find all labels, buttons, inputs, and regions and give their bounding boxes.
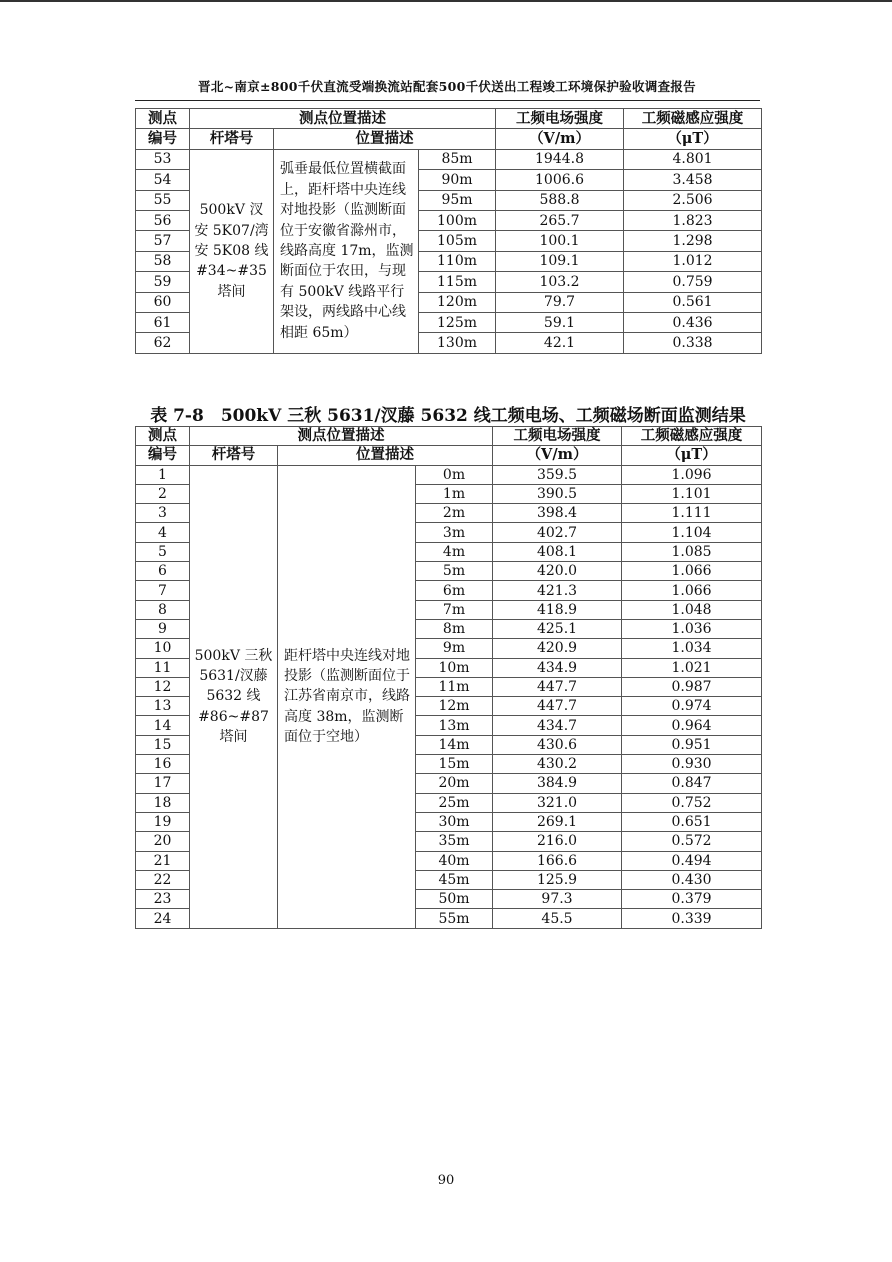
point-no-cell: 8 <box>136 600 190 619</box>
efield-value-cell: 321.0 <box>493 793 622 812</box>
page-number: 90 <box>437 1173 455 1188</box>
header-position: 位置描述 <box>274 129 496 149</box>
distance-cell: 4m <box>416 542 493 561</box>
point-no-cell: 21 <box>136 851 190 870</box>
distance-cell: 14m <box>416 735 493 754</box>
header-location-group: 测点位置描述 <box>190 109 496 129</box>
efield-value-cell: 588.8 <box>496 190 624 210</box>
mfield-value-cell: 0.339 <box>622 909 762 928</box>
running-header: 晋北~南京±800千伏直流受端换流站配套500千伏送出工程竣工环境保护验收调查报告 <box>198 79 696 94</box>
point-no-cell: 7 <box>136 581 190 600</box>
mfield-value-cell: 0.987 <box>622 677 762 696</box>
distance-cell: 15m <box>416 755 493 774</box>
distance-cell: 45m <box>416 870 493 889</box>
header-mfield: 工频磁感应强度 <box>622 427 762 446</box>
point-no-cell: 57 <box>136 231 190 251</box>
efield-value-cell: 1944.8 <box>496 149 624 169</box>
point-no-cell: 3 <box>136 504 190 523</box>
point-no-cell: 20 <box>136 832 190 851</box>
mfield-value-cell: 0.752 <box>622 793 762 812</box>
mfield-value-cell: 1.085 <box>622 542 762 561</box>
efield-value-cell: 447.7 <box>493 677 622 696</box>
efield-value-cell: 97.3 <box>493 890 622 909</box>
point-no-cell: 14 <box>136 716 190 735</box>
distance-cell: 11m <box>416 677 493 696</box>
point-no-cell: 24 <box>136 909 190 928</box>
point-no-cell: 13 <box>136 697 190 716</box>
header-pole: 杆塔号 <box>190 446 278 465</box>
point-no-cell: 1 <box>136 465 190 484</box>
point-no-cell: 18 <box>136 793 190 812</box>
efield-value-cell: 418.9 <box>493 600 622 619</box>
point-no-cell: 23 <box>136 890 190 909</box>
mfield-value-cell: 2.506 <box>624 190 762 210</box>
header-point-no: 测点 <box>136 427 190 446</box>
point-no-cell: 10 <box>136 639 190 658</box>
mfield-value-cell: 0.651 <box>622 812 762 831</box>
distance-cell: 1m <box>416 484 493 503</box>
point-no-cell: 22 <box>136 870 190 889</box>
distance-cell: 9m <box>416 639 493 658</box>
mfield-value-cell: 0.974 <box>622 697 762 716</box>
mfield-value-cell: 1.012 <box>624 251 762 271</box>
efield-value-cell: 390.5 <box>493 484 622 503</box>
pole-cell: 500kV 三秋 5631/汊藤 5632 线#86~#87 塔间 <box>190 465 278 928</box>
point-no-cell: 5 <box>136 542 190 561</box>
header-pole: 杆塔号 <box>190 129 274 149</box>
header-mfield-unit: （μT） <box>622 446 762 465</box>
mfield-value-cell: 3.458 <box>624 170 762 190</box>
efield-value-cell: 421.3 <box>493 581 622 600</box>
mfield-value-cell: 0.338 <box>624 333 762 353</box>
point-no-cell: 6 <box>136 562 190 581</box>
efield-value-cell: 45.5 <box>493 909 622 928</box>
distance-cell: 2m <box>416 504 493 523</box>
point-no-cell: 62 <box>136 333 190 353</box>
position-description-cell: 距杆塔中央连线对地投影（监测断面位于江苏省南京市，线路高度 38m，监测断面位于空地） <box>278 465 416 928</box>
point-no-cell: 2 <box>136 484 190 503</box>
mfield-value-cell: 1.066 <box>622 581 762 600</box>
point-no-cell: 58 <box>136 251 190 271</box>
mfield-value-cell: 0.930 <box>622 755 762 774</box>
measurement-table-7-8 <box>135 426 762 929</box>
header-location-group: 测点位置描述 <box>190 427 493 446</box>
header-efield-unit: （V/m） <box>496 129 624 149</box>
efield-value-cell: 434.9 <box>493 658 622 677</box>
point-no-cell: 59 <box>136 272 190 292</box>
efield-value-cell: 125.9 <box>493 870 622 889</box>
efield-value-cell: 166.6 <box>493 851 622 870</box>
distance-cell: 55m <box>416 909 493 928</box>
point-no-cell: 11 <box>136 658 190 677</box>
point-no-cell: 55 <box>136 190 190 210</box>
header-point-no-2: 编号 <box>136 129 190 149</box>
table-row <box>136 465 762 484</box>
distance-cell: 130m <box>419 333 496 353</box>
mfield-value-cell: 4.801 <box>624 149 762 169</box>
point-no-cell: 9 <box>136 619 190 638</box>
distance-cell: 7m <box>416 600 493 619</box>
efield-value-cell: 434.7 <box>493 716 622 735</box>
efield-value-cell: 384.9 <box>493 774 622 793</box>
mfield-value-cell: 1.021 <box>622 658 762 677</box>
mfield-value-cell: 1.036 <box>622 619 762 638</box>
distance-cell: 115m <box>419 272 496 292</box>
header-efield-unit: （V/m） <box>493 446 622 465</box>
point-no-cell: 54 <box>136 170 190 190</box>
mfield-value-cell: 0.951 <box>622 735 762 754</box>
point-no-cell: 4 <box>136 523 190 542</box>
point-no-cell: 17 <box>136 774 190 793</box>
mfield-value-cell: 0.494 <box>622 851 762 870</box>
mfield-value-cell: 1.298 <box>624 231 762 251</box>
efield-value-cell: 425.1 <box>493 619 622 638</box>
mfield-value-cell: 1.034 <box>622 639 762 658</box>
header-mfield-unit: （μT） <box>624 129 762 149</box>
distance-cell: 85m <box>419 149 496 169</box>
header-position: 位置描述 <box>278 446 493 465</box>
efield-value-cell: 447.7 <box>493 697 622 716</box>
efield-value-cell: 109.1 <box>496 251 624 271</box>
mfield-value-cell: 1.101 <box>622 484 762 503</box>
mfield-value-cell: 1.048 <box>622 600 762 619</box>
mfield-value-cell: 0.430 <box>622 870 762 889</box>
distance-cell: 30m <box>416 812 493 831</box>
distance-cell: 20m <box>416 774 493 793</box>
distance-cell: 10m <box>416 658 493 677</box>
distance-cell: 125m <box>419 312 496 332</box>
efield-value-cell: 408.1 <box>493 542 622 561</box>
header-point-no: 测点 <box>136 109 190 129</box>
mfield-value-cell: 0.964 <box>622 716 762 735</box>
point-no-cell: 15 <box>136 735 190 754</box>
efield-value-cell: 420.0 <box>493 562 622 581</box>
efield-value-cell: 103.2 <box>496 272 624 292</box>
header-efield: 工频电场强度 <box>493 427 622 446</box>
point-no-cell: 19 <box>136 812 190 831</box>
distance-cell: 120m <box>419 292 496 312</box>
mfield-value-cell: 1.104 <box>622 523 762 542</box>
distance-cell: 100m <box>419 210 496 230</box>
point-no-cell: 56 <box>136 210 190 230</box>
efield-value-cell: 265.7 <box>496 210 624 230</box>
point-no-cell: 60 <box>136 292 190 312</box>
distance-cell: 110m <box>419 251 496 271</box>
point-no-cell: 53 <box>136 149 190 169</box>
mfield-value-cell: 1.111 <box>622 504 762 523</box>
efield-value-cell: 42.1 <box>496 333 624 353</box>
mfield-value-cell: 0.759 <box>624 272 762 292</box>
efield-value-cell: 402.7 <box>493 523 622 542</box>
mfield-value-cell: 0.847 <box>622 774 762 793</box>
mfield-value-cell: 1.823 <box>624 210 762 230</box>
efield-value-cell: 430.2 <box>493 755 622 774</box>
distance-cell: 35m <box>416 832 493 851</box>
distance-cell: 40m <box>416 851 493 870</box>
efield-value-cell: 216.0 <box>493 832 622 851</box>
distance-cell: 90m <box>419 170 496 190</box>
header-efield: 工频电场强度 <box>496 109 624 129</box>
point-no-cell: 12 <box>136 677 190 696</box>
efield-value-cell: 100.1 <box>496 231 624 251</box>
distance-cell: 13m <box>416 716 493 735</box>
distance-cell: 6m <box>416 581 493 600</box>
distance-cell: 25m <box>416 793 493 812</box>
distance-cell: 3m <box>416 523 493 542</box>
mfield-value-cell: 0.379 <box>622 890 762 909</box>
efield-value-cell: 359.5 <box>493 465 622 484</box>
distance-cell: 5m <box>416 562 493 581</box>
efield-value-cell: 269.1 <box>493 812 622 831</box>
pole-cell: 500kV 汊安 5K07/湾安 5K08 线#34~#35 塔间 <box>190 149 274 353</box>
header-mfield: 工频磁感应强度 <box>624 109 762 129</box>
distance-cell: 12m <box>416 697 493 716</box>
distance-cell: 95m <box>419 190 496 210</box>
efield-value-cell: 430.6 <box>493 735 622 754</box>
efield-value-cell: 59.1 <box>496 312 624 332</box>
mfield-value-cell: 1.096 <box>622 465 762 484</box>
header-point-no-2: 编号 <box>136 446 190 465</box>
point-no-cell: 61 <box>136 312 190 332</box>
position-description-cell: 弧垂最低位置横截面上，距杆塔中央连线对地投影（监测断面位于安徽省滁州市，线路高度 17m，监测断面位于农田，与现有 500kV 线路平行架设，两线路中心线相距 65m） <box>274 149 419 353</box>
distance-cell: 0m <box>416 465 493 484</box>
point-no-cell: 16 <box>136 755 190 774</box>
header-rule <box>135 100 760 101</box>
efield-value-cell: 1006.6 <box>496 170 624 190</box>
distance-cell: 105m <box>419 231 496 251</box>
mfield-value-cell: 0.436 <box>624 312 762 332</box>
measurement-table-continued <box>135 108 762 354</box>
table-caption: 表 7-8 500kV 三秋 5631/汊藤 5632 线工频电场、工频磁场断面监测结果 <box>150 406 746 426</box>
distance-cell: 50m <box>416 890 493 909</box>
mfield-value-cell: 1.066 <box>622 562 762 581</box>
efield-value-cell: 398.4 <box>493 504 622 523</box>
page-top-edge <box>0 0 892 2</box>
distance-cell: 8m <box>416 619 493 638</box>
mfield-value-cell: 0.561 <box>624 292 762 312</box>
mfield-value-cell: 0.572 <box>622 832 762 851</box>
efield-value-cell: 79.7 <box>496 292 624 312</box>
table-row <box>136 149 762 169</box>
efield-value-cell: 420.9 <box>493 639 622 658</box>
